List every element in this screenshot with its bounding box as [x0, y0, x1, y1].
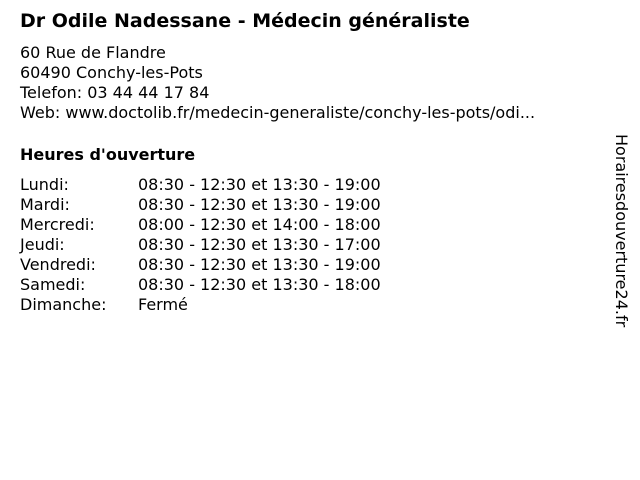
day-label: Vendredi:	[20, 255, 96, 274]
day-label: Lundi:	[20, 175, 69, 194]
contact-info	[20, 43, 535, 123]
opening-hours-heading: Heures d'ouverture	[20, 145, 196, 164]
site-watermark: Horairesdouverture24.fr	[612, 134, 631, 328]
address-city: 60490 Conchy-les-Pots	[20, 63, 203, 82]
hours-value: Fermé	[138, 295, 188, 314]
hours-value: 08:30 - 12:30 et 13:30 - 17:00	[138, 235, 381, 254]
page-title: Dr Odile Nadessane - Médecin généraliste	[20, 10, 470, 32]
phone-number: Telefon: 03 44 44 17 84	[20, 83, 210, 102]
hours-value: 08:30 - 12:30 et 13:30 - 19:00	[138, 195, 381, 214]
hours-value: 08:00 - 12:30 et 14:00 - 18:00	[138, 215, 381, 234]
day-label: Samedi:	[20, 275, 86, 294]
address-street: 60 Rue de Flandre	[20, 43, 166, 62]
day-label: Mardi:	[20, 195, 70, 214]
day-label: Jeudi:	[20, 235, 65, 254]
day-label: Dimanche:	[20, 295, 107, 314]
hours-value: 08:30 - 12:30 et 13:30 - 19:00	[138, 255, 381, 274]
hours-value: 08:30 - 12:30 et 13:30 - 19:00	[138, 175, 381, 194]
website-link[interactable]: Web: www.doctolib.fr/medecin-generaliste/conchy-les-pots/odi...	[20, 103, 536, 122]
day-label: Mercredi:	[20, 215, 95, 234]
hours-value: 08:30 - 12:30 et 13:30 - 18:00	[138, 275, 381, 294]
